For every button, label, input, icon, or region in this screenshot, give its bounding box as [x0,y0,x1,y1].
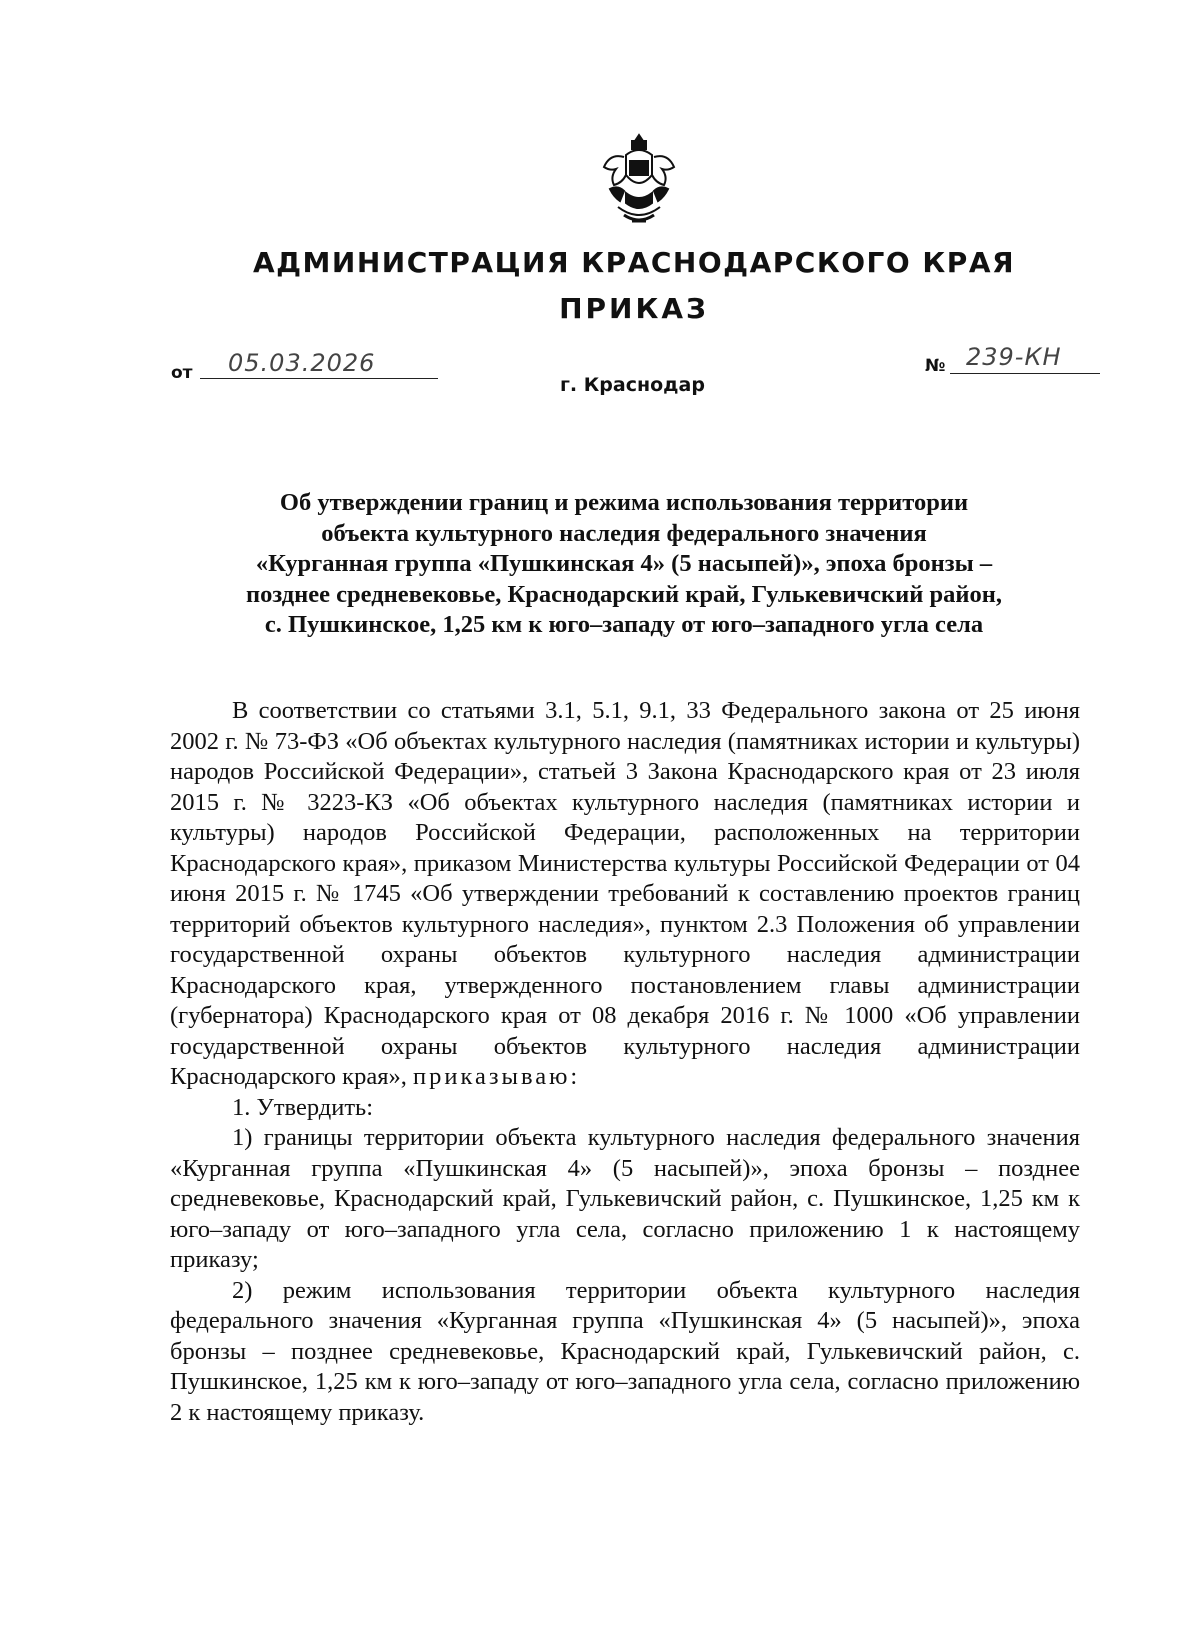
document-subject [170,488,1078,641]
preamble-text: В соответствии со статьями 3.1, 5.1, 9.1, 33 Федерального закона от 25 июня 2002 г. № 73-ФЗ «Об объектах культурного наследия (памятниках истории и культуры) народов Российской Федерации», статьей 3 Закона Краснодарского края от 23 июля 2015 г. № 3223-КЗ «Об объектах культурного наследия (памятниках истории и культуры) народов Российской Федерации, расположенных на территории Краснодарского края», приказом Министерства культуры Российской Федерации от 04 июня 2015 г. № 1745 «Об утверждении требований к составлению проектов границ территорий объектов культурного наследия», пунктом 2.3 Положения об управлении государственной охраны объектов культурного наследия администрации Краснодарского края, утвержденного постановлением главы администрации (губернатора) Краснодарского края от 08 декабря 2016 г. № 1000 «Об управлении государственной охраны объектов культурного наследия администрации Краснодарского края», [170,697,1080,1090]
number-value: 239-КН [966,343,1062,371]
document-body [170,696,1080,1428]
subject-line: Об утверждении границ и режима использования территории [279,489,969,516]
organization-title: АДМИНИСТРАЦИЯ КРАСНОДАРСКОГО КРАЯ [252,246,1016,279]
document-type: ПРИКАЗ [559,292,709,325]
item-1: 1. Утвердить: [232,1093,374,1121]
item-1-1: 1) границы территории объекта культурного наследия федерального значения «Курганная группа «Пушкинская 4» (5 насыпей)», эпоха бронзы – позднее средневековье, Краснодарский край, Гулькевичский район, с. Пушкинское, 1,25 км к юго–западу от юго–западного угла села, согласно приложению 1 к настоящему приказу; [170,1124,1080,1273]
item-1-2: 2) режим использования территории объекта культурного наследия федерального значения «Курганная группа «Пушкинская 4» (5 насыпей)», эпоха бронзы – позднее средневековье, Краснодарский край, Гулькевичский район, с. Пушкинское, 1,25 км к юго–западу от юго–западного угла села, согласно приложению 2 к настоящему приказу. [170,1276,1080,1426]
subject-line: «Курганная группа «Пушкинская 4» (5 насыпей)», эпоха бронзы – [255,550,993,577]
order-word: приказываю: [412,1063,581,1090]
subject-line: с. Пушкинское, 1,25 км к юго–западу от юго–западного угла села [264,611,984,638]
number-label: № [925,356,946,376]
number-underline [950,373,1100,374]
preamble-paragraph [170,696,1080,1093]
city: г. Краснодар [560,374,705,396]
date-value: 05.03.2026 [228,349,376,377]
subject-line: объекта культурного наследия федерального значения [321,519,927,547]
subject-line: позднее средневековье, Краснодарский край, Гулькевичский район, [246,580,1002,608]
date-underline [200,378,438,379]
krasnodar-coat-of-arms-icon [596,131,682,227]
date-label: от [171,363,193,383]
